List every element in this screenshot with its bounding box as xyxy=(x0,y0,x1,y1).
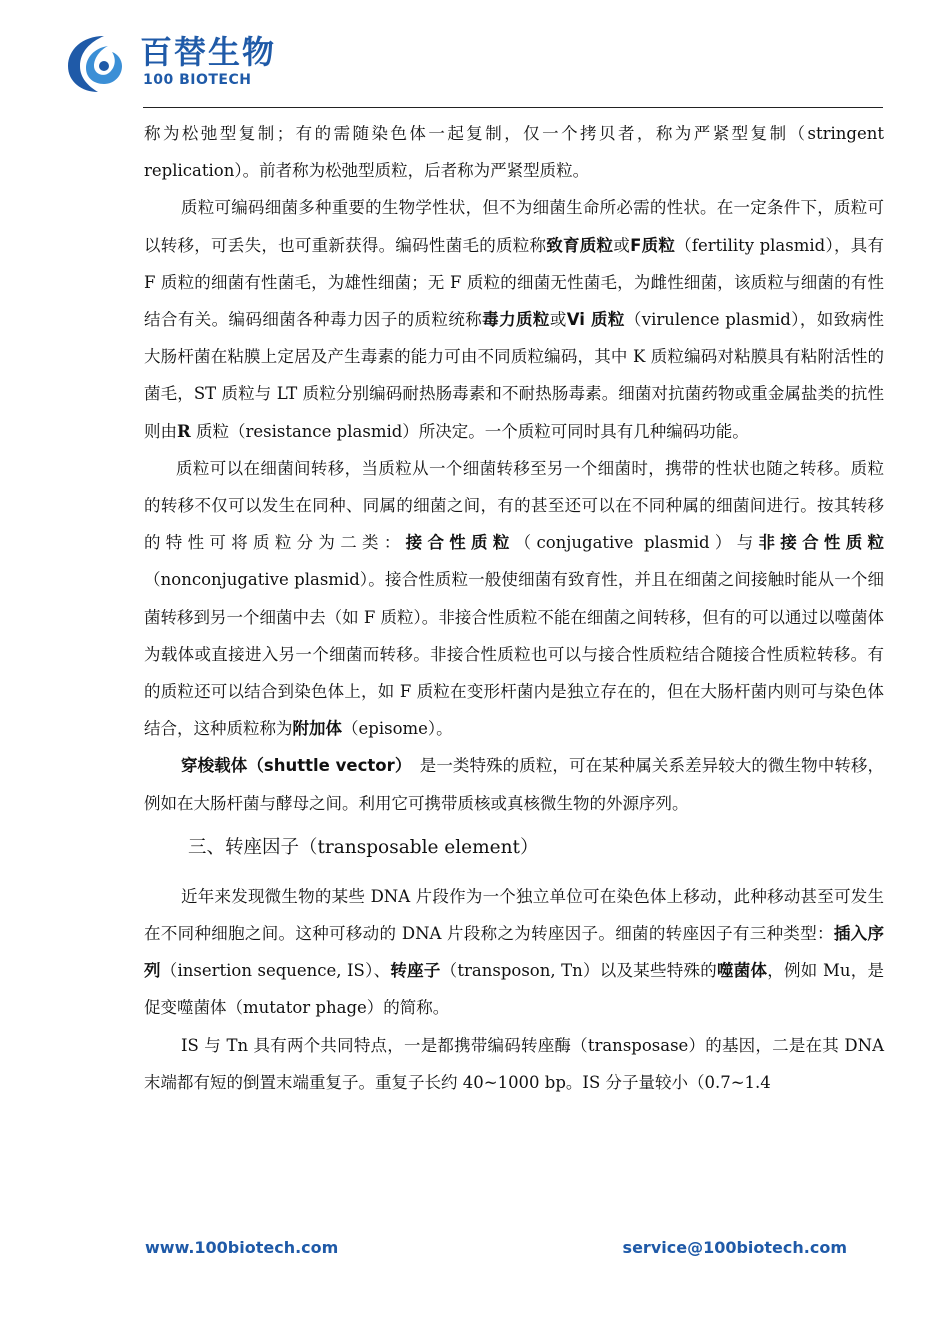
term-vi-plasmid: Vi 质粒 xyxy=(566,310,625,330)
paragraph-4: 穿梭载体（shuttle vector） 是一类特殊的质粒，可在某种属关系差异较大的微生物中转移，例如在大肠杆菌与酵母之间。利用它可携带质核或真核微生物的外源序列。 xyxy=(144,756,884,813)
paragraph-5: 近年来发现微生物的某些 DNA 片段作为一个独立单位可在染色体上移动，此种移动甚至可发生在不同种细胞之间。这种可移动的 DNA 片段称之为转座因子。细菌的转座因子有三种类型：插入序列（insertion sequence, IS）、转座子（transposon, Tn）以及某些特殊的噬菌体，例如 Mu，是促变噬菌体（mutator phage）的简称。 xyxy=(144,886,884,1018)
section-heading: 三、转座因子（transposable element） xyxy=(188,836,539,858)
page-footer xyxy=(0,1238,950,1268)
term-shuttle-vector: 穿梭载体（shuttle vector） xyxy=(181,756,404,776)
term-transposon: 转座子 xyxy=(390,961,441,981)
term-phage: 噬菌体 xyxy=(716,961,768,981)
company-logo-icon xyxy=(64,32,132,94)
term-r-plasmid: R xyxy=(177,421,191,441)
paragraph-2: 质粒可编码细菌多种重要的生物学性状，但不为细菌生命所必需的性状。在一定条件下，质粒可以转移，可丢失，也可重新获得。编码性菌毛的质粒称致育质粒或F质粒（fertility plasmid），具有 F 质粒的细菌有性菌毛，为雄性细菌；无 F 质粒的细菌无性菌毛，为雌性细菌，该质粒与细菌的有性结合有关。编码细菌各种毒力因子的质粒统称毒力质粒或Vi 质粒（virulence plasmid），如致病性大肠杆菌在粘膜上定居及产生毒素的能力可由不同质粒编码，其中 K 质粒编码对粘膜具有粘附活性的菌毛，ST 质粒与 LT 质粒分别编码耐热肠毒素和不耐热肠毒素。细菌对抗菌药物或重金属盐类的抗性则由R 质粒（resistance plasmid）所决定。一个质粒可同时具有几种编码功能。 xyxy=(144,198,885,441)
paragraph-1: 称为松弛型复制；有的需随染色体一起复制，仅一个拷贝者，称为严紧型复制（stringent replication）。前者称为松弛型质粒，后者称为严紧型质粒。 xyxy=(144,124,884,181)
term-insertion-sequence: 插入序列 xyxy=(144,924,884,981)
term-conjugative-plasmid: 接合性质粒 xyxy=(405,533,515,553)
brand-name-english: 100 BIOTECH xyxy=(143,72,252,88)
document-body xyxy=(144,115,884,1101)
header-divider xyxy=(143,107,883,108)
footer-email-link[interactable]: service@100biotech.com xyxy=(622,1238,847,1257)
term-episome: 附加体 xyxy=(292,719,342,739)
term-virulence-plasmid: 毒力质粒 xyxy=(482,310,550,330)
footer-website-link[interactable]: www.100biotech.com xyxy=(145,1238,339,1257)
term-f-plasmid: F质粒 xyxy=(630,235,676,255)
brand-name-chinese: 百替生物 xyxy=(140,33,277,71)
paragraph-3: 质粒可以在细菌间转移，当质粒从一个细菌转移至另一个细菌时，携带的性状也随之转移。质粒的转移不仅可以发生在同种、同属的细菌之间，有的甚至还可以在不同种属的细菌间进行。按其转移的特性可将质粒分为二类：接合性质粒（conjugative plasmid）与非接合性质粒（nonconjugative plasmid）。接合性质粒一般使细菌有致育性，并且在细菌之间接触时能从一个细菌转移到另一个细菌中去（如 F 质粒）。非接合性质粒不能在细菌之间转移，但有的可以通过以噬菌体为载体或直接进入另一个细菌而转移。非接合性质粒也可以与接合性质粒结合随接合性质粒转移。有的质粒还可以结合到染色体上，如 F 质粒在变形杆菌内是独立存在的，但在大肠杆菌内则可与染色体结合，这种质粒称为附加体（episome）。 xyxy=(144,458,885,739)
term-nonconjugative-plasmid: 非接合性质粒 xyxy=(758,533,885,553)
page-header xyxy=(0,0,950,110)
term-fertility-plasmid: 致育质粒 xyxy=(546,235,614,255)
paragraph-6: IS 与 Tn 具有两个共同特点，一是都携带编码转座酶（transposase）的基因，二是在其 DNA 末端都有短的倒置末端重复子。重复子长约 40~1000 bp。IS 分子量较小（0.7~1.4 xyxy=(144,1035,884,1092)
